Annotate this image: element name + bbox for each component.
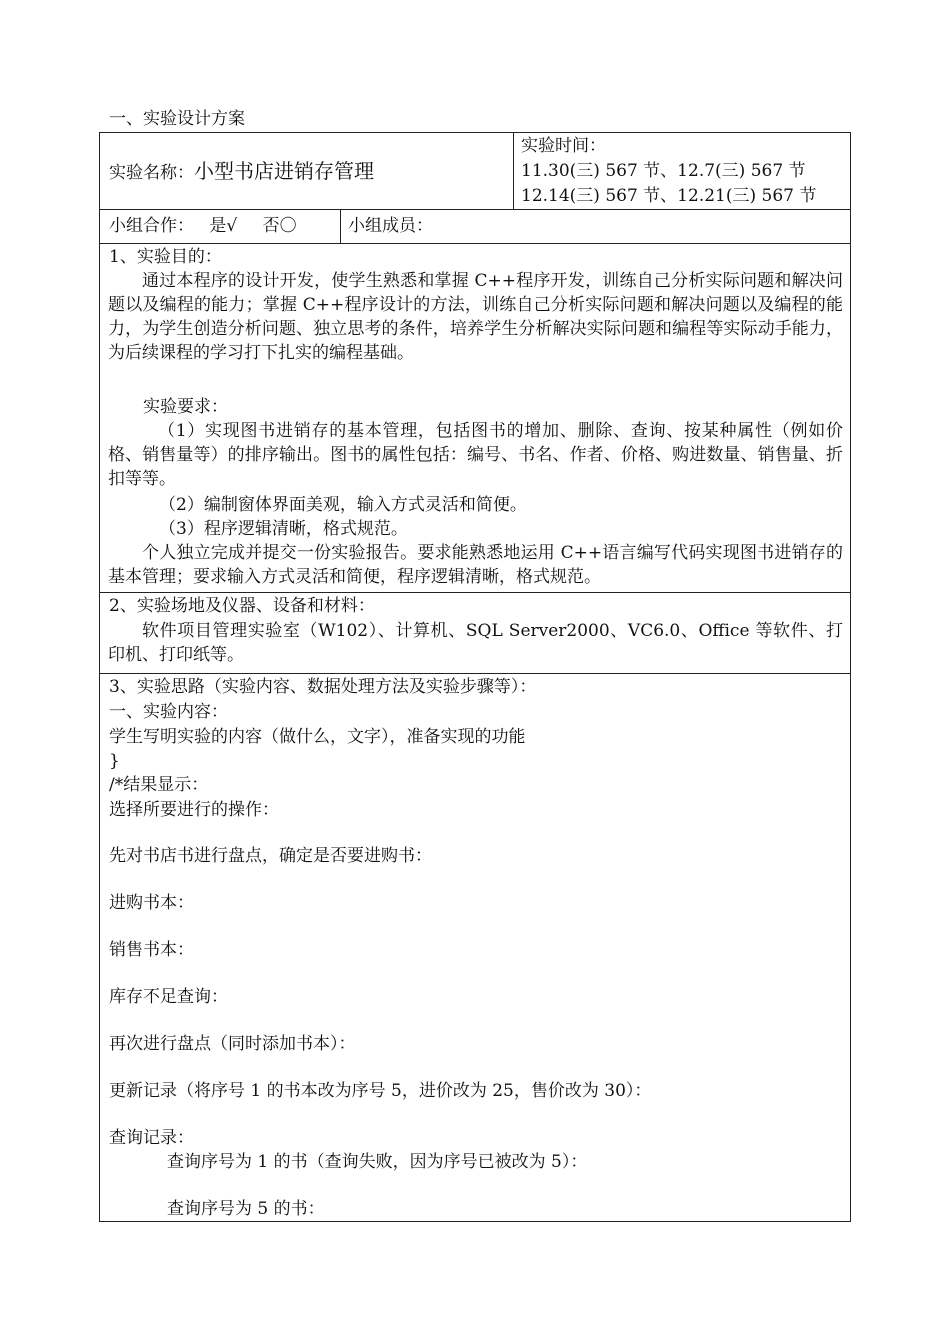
row-divider-3 — [100, 592, 850, 593]
requirement-2: （2）编制窗体界面美观，输入方式灵活和简便。 — [159, 495, 527, 515]
experiment-form-table — [99, 132, 851, 1222]
requirement-4: 个人独立完成并提交一份实验报告。要求能熟悉地运用 C++语言编写代码实现图书进销存的基本管理；要求输入方式灵活和简便，程序逻辑清晰，格式规范。 — [108, 543, 843, 587]
experiment-name-cell — [109, 159, 374, 185]
requirement-3: （3）程序逻辑清晰，格式规范。 — [159, 519, 408, 539]
result-sub-item: 查询序号为 5 的书： — [167, 1199, 325, 1219]
row-divider-1 — [100, 209, 850, 210]
result-item: 进购书本： — [109, 893, 194, 913]
experiment-time-label: 实验时间： — [521, 136, 606, 156]
result-item: 销售书本： — [109, 940, 194, 960]
content-title: 一、实验内容： — [109, 702, 228, 722]
content-description: 学生写明实验的内容（做什么，文字），准备实现的功能 — [109, 727, 526, 747]
result-item: 再次进行盘点（同时添加书本）： — [109, 1034, 356, 1054]
result-item: 更新记录（将序号 1 的书本改为序号 5，进价改为 25，售价改为 30）： — [109, 1081, 652, 1101]
result-sub-item: 查询序号为 1 的书（查询失败，因为序号已被改为 5）： — [167, 1152, 588, 1172]
group-members-label: 小组成员： — [348, 216, 433, 236]
experiment-time-line2: 12.14(三) 567 节、12.21(三) 567 节 — [521, 186, 817, 206]
group-yes-option: 是√ — [209, 216, 238, 236]
requirements-title: 实验要求： — [143, 397, 228, 417]
result-item: 选择所要进行的操作： — [109, 800, 279, 820]
group-no-option: 否〇 — [262, 216, 297, 236]
result-item: 库存不足查询： — [109, 987, 228, 1007]
result-item: 查询记录： — [109, 1128, 194, 1148]
group-cooperation — [109, 214, 297, 238]
purpose-text: 通过本程序的设计开发，使学生熟悉和掌握 C++程序开发，训练自己分析实际问题和解决问题以及编程的能力；掌握 C++程序设计的方法，训练自己分析实际问题和解决问题以及编程的能力，为学生创造分析问题、独立思考的条件，培养学生分析解决实际问题和编程等实际动手能力，为后续课程的学习打下扎实的编程基础。 — [108, 271, 843, 363]
closing-brace: } — [109, 751, 120, 771]
venue-text: 软件项目管理实验室（W102）、计算机、SQL Server2000、VC6.0、Office 等软件、打印机、打印纸等。 — [108, 621, 843, 665]
row-divider-2 — [100, 243, 850, 244]
venue-title: 2、实验场地及仪器、设备和材料： — [109, 596, 375, 616]
experiment-time-line1: 11.30(三) 567 节、12.7(三) 567 节 — [521, 161, 806, 181]
experiment-name-label: 实验名称： — [109, 163, 194, 183]
experiment-name-value: 小型书店进销存管理 — [194, 159, 374, 183]
purpose-title: 1、实验目的： — [109, 247, 222, 267]
section-heading: 一、实验设计方案 — [109, 109, 245, 129]
approach-title: 3、实验思路（实验内容、数据处理方法及实验步骤等）： — [109, 677, 537, 697]
requirement-1: （1）实现图书进销存的基本管理，包括图书的增加、删除、查询、按某种属性（例如价格、销售量等）的排序输出。图书的属性包括：编号、书名、作者、价格、购进数量、销售量、折扣等等。 — [108, 421, 843, 489]
header-divider — [513, 133, 514, 209]
group-divider — [340, 209, 341, 243]
result-title: /*结果显示： — [109, 775, 209, 795]
group-label: 小组合作： — [109, 216, 194, 236]
result-item: 先对书店书进行盘点，确定是否要进购书： — [109, 846, 432, 866]
row-divider-4 — [100, 673, 850, 674]
